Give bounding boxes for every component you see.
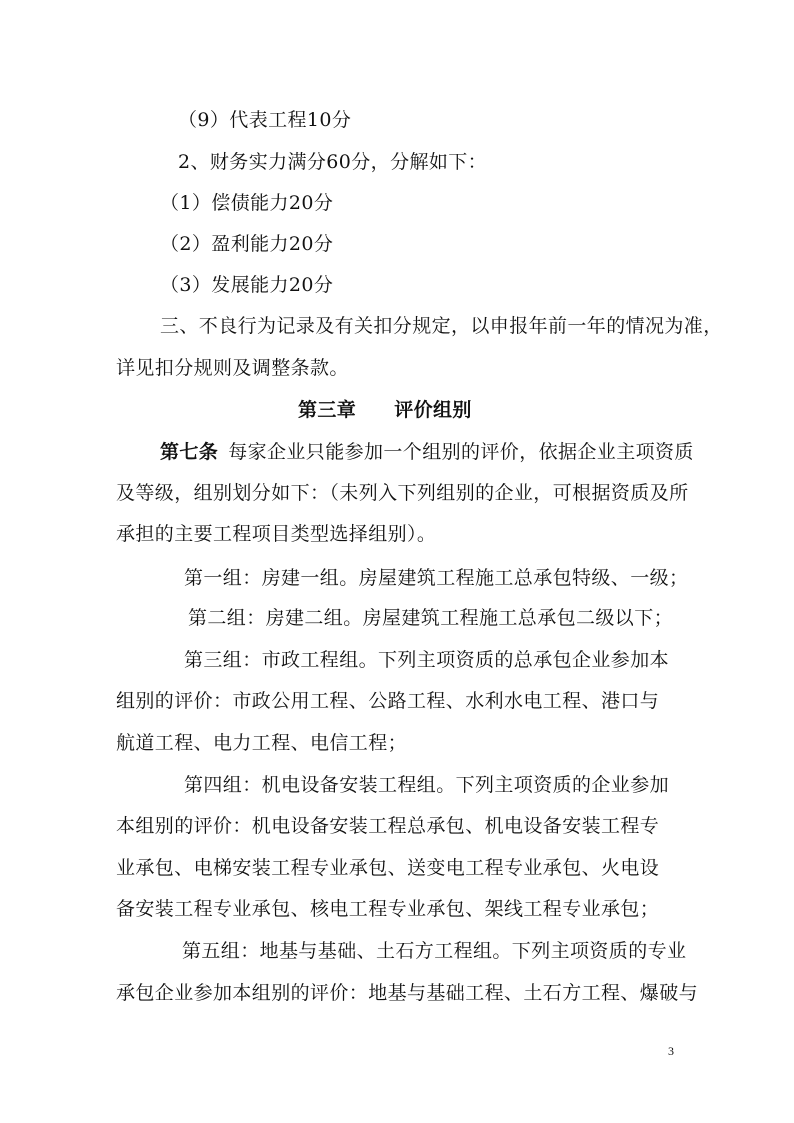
scoring-item-solvency: （1）偿债能力20分	[160, 192, 334, 214]
group-four-line-3: 业承包、电梯安装工程专业承包、送变电工程专业承包、火电设	[116, 857, 660, 879]
group-five-line-1: 第五组：地基与基础、土石方工程组。下列主项资质的专业	[182, 940, 687, 962]
article-seven-line-3: 承担的主要工程项目类型选择组别）。	[116, 523, 437, 545]
financial-strength-heading: 2、财务实力满分60分，分解如下：	[178, 151, 488, 173]
group-four-line-2: 本组别的评价：机电设备安装工程总承包、机电设备安装工程专	[116, 815, 660, 837]
group-one: 第一组：房建一组。房屋建筑工程施工总承包特级、一级；	[184, 567, 689, 589]
page-number: 3	[668, 1044, 674, 1058]
scoring-item-representative-projects: （9）代表工程10分	[178, 109, 352, 131]
chapter-title: 评价组别	[394, 399, 472, 421]
article-label: 第七条	[160, 441, 219, 463]
group-three-line-1: 第三组：市政工程组。下列主项资质的总承包企业参加本	[184, 649, 670, 671]
scoring-item-profitability: （2）盈利能力20分	[160, 233, 334, 255]
article-seven-line-2: 及等级，组别划分如下：（未列入下列组别的企业，可根据资质及所	[116, 482, 689, 504]
scoring-item-growth: （3）发展能力20分	[160, 274, 334, 296]
bad-conduct-paragraph-line-2: 详见扣分规则及调整条款。	[116, 357, 349, 379]
group-three-line-2: 组别的评价：市政公用工程、公路工程、水利水电工程、港口与	[116, 690, 660, 712]
article-seven-line-1	[160, 440, 694, 464]
bad-conduct-paragraph-line-1: 三、不良行为记录及有关扣分规定，以申报年前一年的情况为准，	[160, 315, 723, 337]
chapter-heading	[298, 398, 472, 422]
group-four-line-1: 第四组：机电设备安装工程组。下列主项资质的企业参加	[184, 774, 670, 796]
group-four-line-4: 备安装工程专业承包、核电工程专业承包、架线工程专业承包；	[116, 898, 660, 920]
group-two: 第二组：房建二组。房屋建筑工程施工总承包二级以下；	[188, 607, 674, 629]
group-three-line-3: 航道工程、电力工程、电信工程；	[116, 732, 408, 754]
group-five-line-2: 承包企业参加本组别的评价：地基与基础工程、土石方工程、爆破与	[116, 982, 699, 1004]
article-text: 每家企业只能参加一个组别的评价，依据企业主项资质	[228, 441, 694, 463]
chapter-number: 第三章	[298, 399, 357, 421]
